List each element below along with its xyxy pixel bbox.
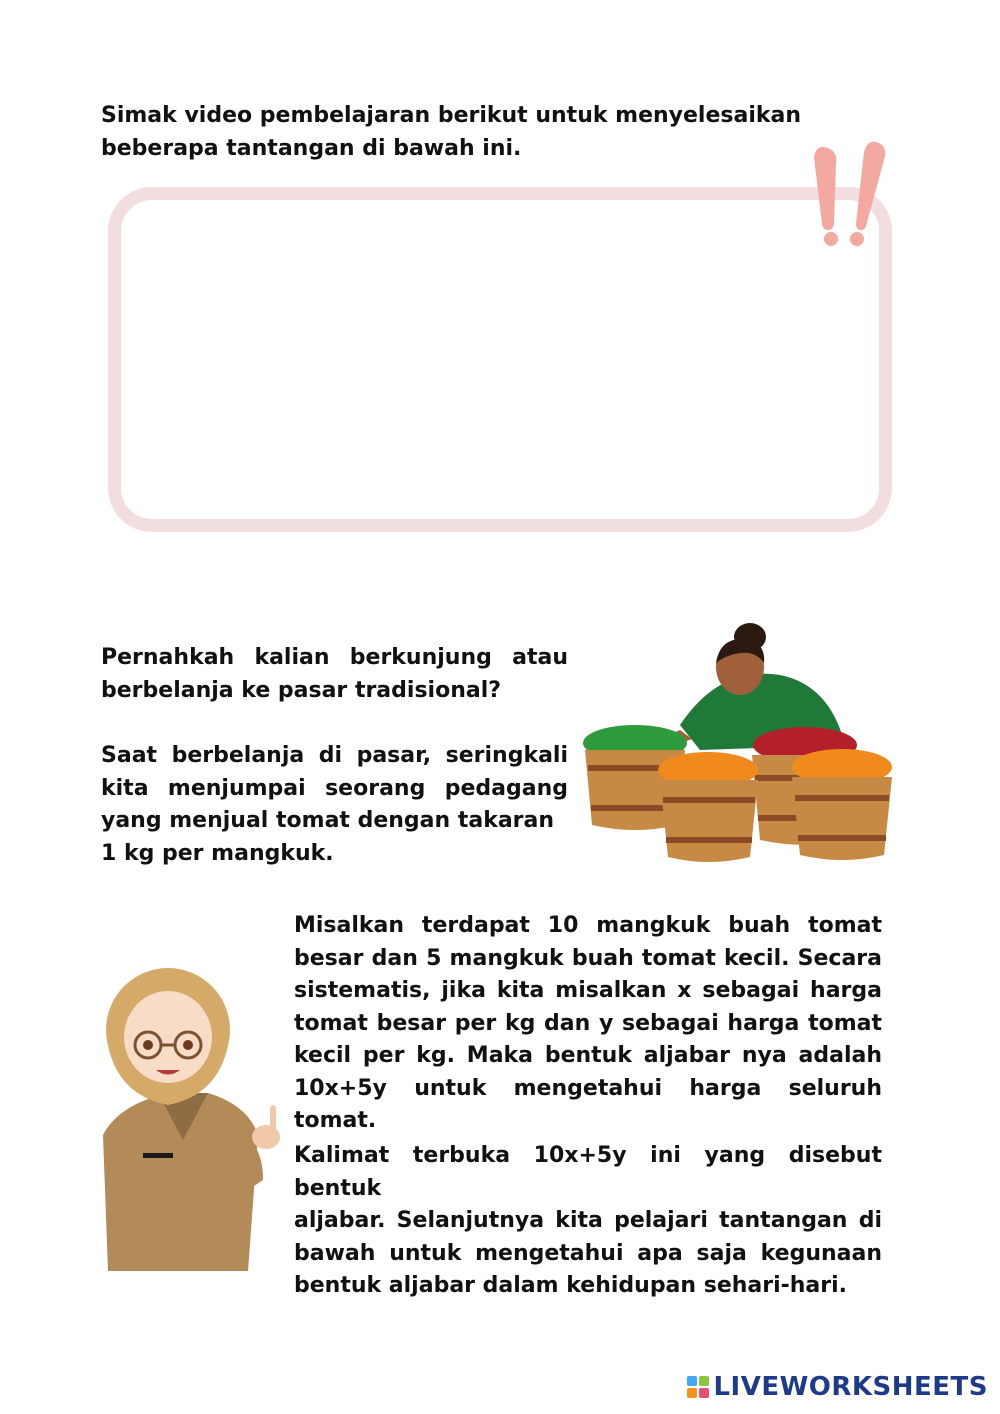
- text-line: Kalimat terbuka 10x+5y ini yang disebut bentuk: [294, 1143, 882, 1201]
- intro-line: beberapa tantangan di bawah ini.: [101, 135, 522, 161]
- text-line: Pernahkah kalian berkunjung atau: [101, 645, 568, 670]
- teacher-illustration: [98, 965, 288, 1271]
- market-paragraph-2: [101, 740, 568, 870]
- text-line: kita menjumpai seorang pedagang: [101, 775, 568, 801]
- algebra-paragraph-1: [294, 910, 882, 1138]
- text-line: kecil per kg. Maka bentuk aljabar nya adalah: [294, 1043, 882, 1068]
- text-line: berbelanja ke pasar tradisional?: [101, 677, 502, 703]
- text-line: tomat besar per kg dan y sebagai harga tomat: [294, 1010, 882, 1036]
- video-frame[interactable]: [108, 187, 892, 532]
- liveworksheets-icon: [687, 1376, 709, 1398]
- intro-line: Simak video pembelajaran berikut untuk menyelesaikan: [101, 103, 801, 128]
- text-line: 1 kg per mangkuk.: [101, 840, 334, 866]
- logo-text: LIVEWORKSHEETS: [713, 1372, 988, 1402]
- text-line: bentuk aljabar dalam kehidupan sehari-hari.: [294, 1273, 848, 1298]
- intro-text: [101, 100, 821, 165]
- text-line: besar dan 5 mangkuk buah tomat kecil. Secara: [294, 945, 882, 971]
- text-line: Saat berbelanja di pasar, seringkali: [101, 743, 568, 768]
- text-line: Misalkan terdapat 10 mangkuk buah tomat: [294, 913, 882, 938]
- text-line: aljabar. Selanjutnya kita pelajari tantangan di: [294, 1208, 882, 1233]
- text-line: yang menjual tomat dengan takaran: [101, 808, 555, 833]
- market-vendor-illustration: [580, 615, 900, 870]
- liveworksheets-logo[interactable]: [687, 1372, 988, 1402]
- text-line: 10x+5y untuk mengetahui harga seluruh tomat.: [294, 1075, 882, 1133]
- text-line: bawah untuk mengetahui apa saja kegunaan: [294, 1240, 882, 1266]
- algebra-paragraph-2: [294, 1140, 882, 1303]
- market-paragraph-1: [101, 642, 568, 707]
- text-line: sistematis, jika kita misalkan x sebagai harga: [294, 978, 882, 1003]
- exclamation-icon: [806, 132, 896, 252]
